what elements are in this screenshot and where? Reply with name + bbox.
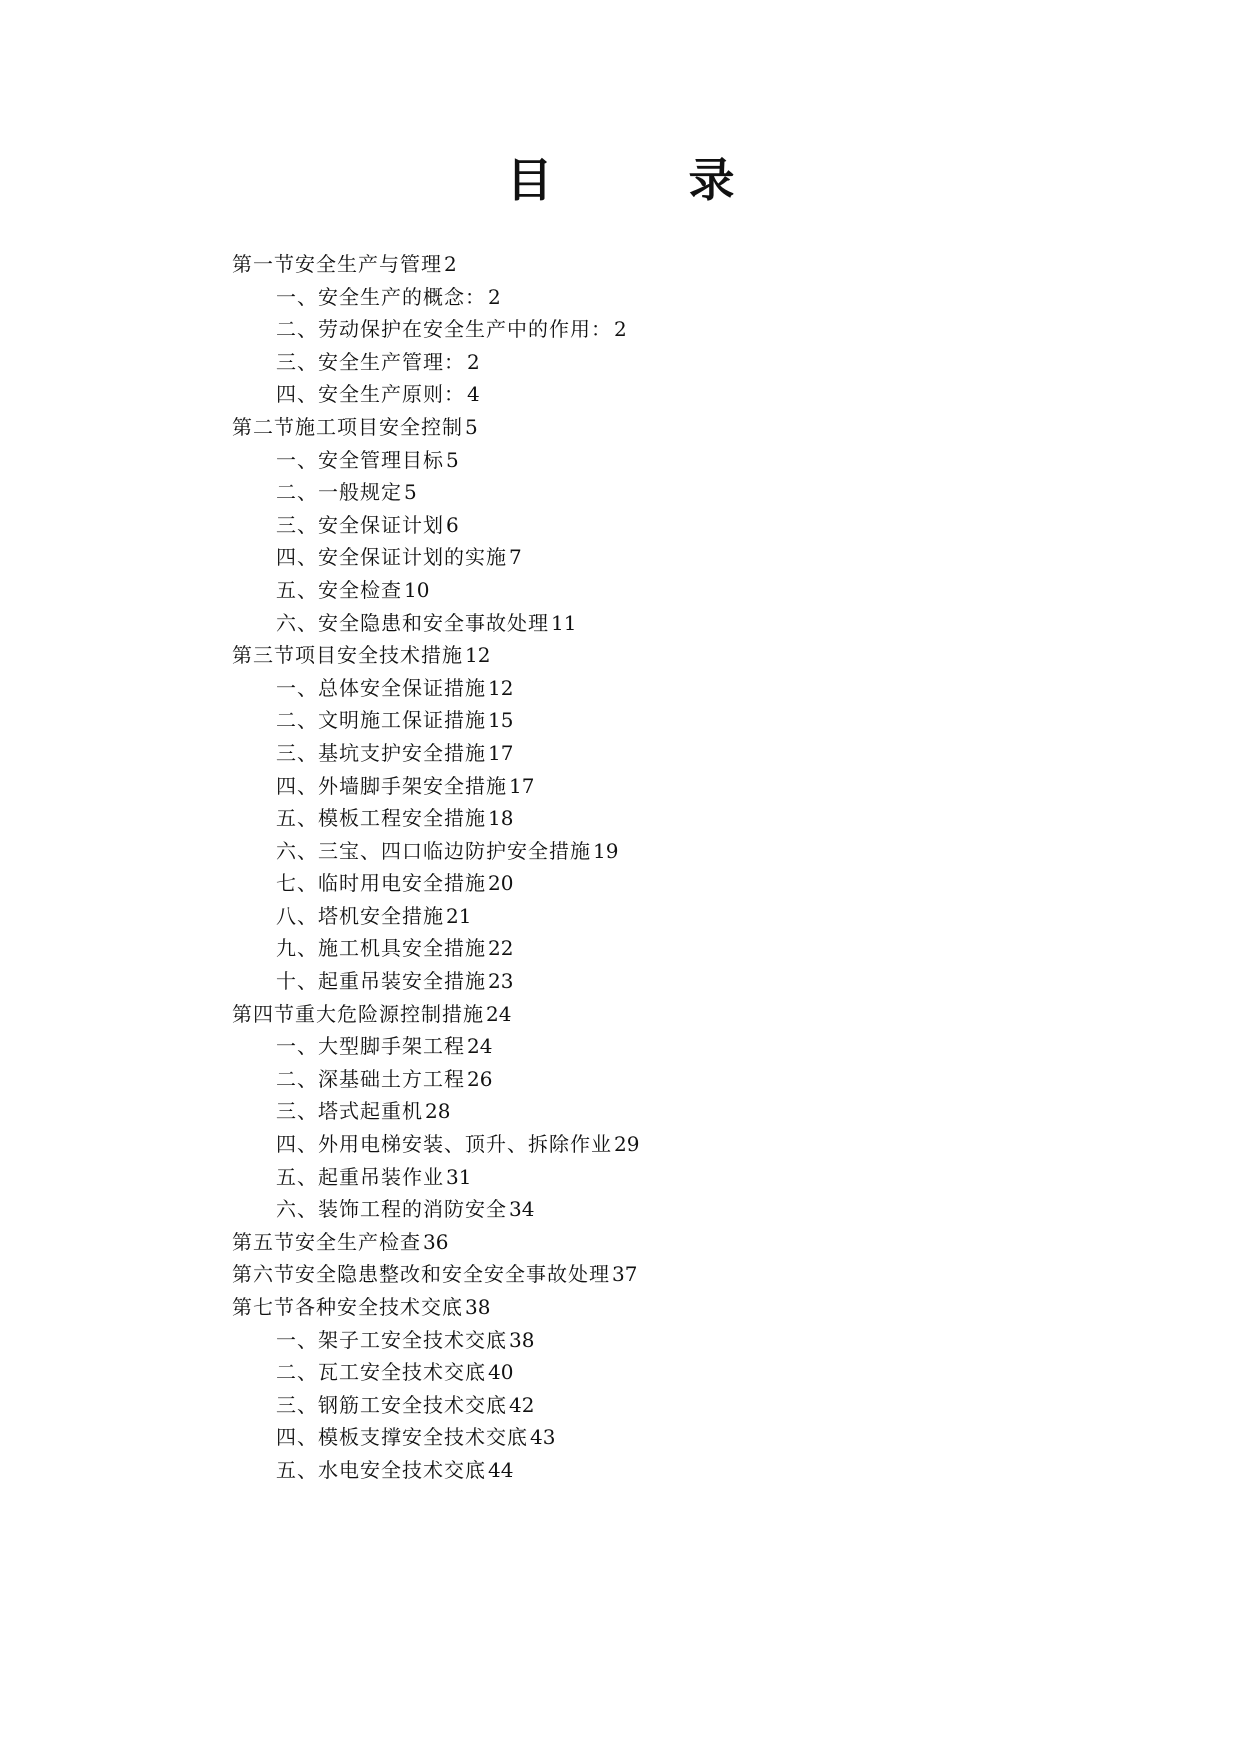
- toc-subsection-entry[interactable]: [232, 1030, 1132, 1063]
- toc-entry-title: 三、基坑支护安全措施: [276, 740, 486, 765]
- toc-entry-page-number: 2: [614, 317, 627, 342]
- toc-entry-page-number: 22: [488, 936, 514, 961]
- toc-entry-title: 三、安全生产管理：: [276, 349, 465, 374]
- toc-entry-title: 四、外墙脚手架安全措施: [276, 773, 507, 798]
- toc-subsection-entry[interactable]: [232, 965, 1132, 998]
- toc-subsection-entry[interactable]: [232, 1389, 1132, 1422]
- toc-entry-page-number: 29: [614, 1132, 640, 1157]
- toc-subsection-entry[interactable]: [232, 802, 1132, 835]
- toc-entry-title: 二、深基础土方工程: [276, 1066, 465, 1091]
- toc-entry-page-number: 21: [446, 903, 472, 928]
- toc-subsection-entry[interactable]: [232, 313, 1132, 346]
- toc-subsection-entry[interactable]: [232, 444, 1132, 477]
- toc-entry-page-number: 31: [446, 1164, 472, 1189]
- toc-entry-page-number: 18: [488, 806, 514, 831]
- toc-subsection-entry[interactable]: [232, 672, 1132, 705]
- toc-subsection-entry[interactable]: [232, 281, 1132, 314]
- toc-entry-title: 六、装饰工程的消防安全: [276, 1197, 507, 1222]
- toc-entry-title: 一、架子工安全技术交底: [276, 1327, 507, 1352]
- toc-entry-page-number: 12: [488, 675, 514, 700]
- toc-subsection-entry[interactable]: [232, 607, 1132, 640]
- toc-entry-page-number: 11: [551, 610, 577, 635]
- toc-subsection-entry[interactable]: [232, 737, 1132, 770]
- page-title: 目 录: [506, 153, 795, 207]
- toc-subsection-entry[interactable]: [232, 704, 1132, 737]
- toc-entry-title: 二、瓦工安全技术交底: [276, 1360, 486, 1385]
- toc-section-entry[interactable]: [232, 411, 1132, 444]
- toc-entry-title: 一、大型脚手架工程: [276, 1034, 465, 1059]
- toc-entry-page-number: 36: [423, 1229, 449, 1254]
- toc-entry-title: 十、起重吊装安全措施: [276, 969, 486, 994]
- toc-section-entry[interactable]: [232, 1291, 1132, 1324]
- toc-entry-title: 六、安全隐患和安全事故处理: [276, 610, 549, 635]
- toc-subsection-entry[interactable]: [232, 1063, 1132, 1096]
- toc-subsection-entry[interactable]: [232, 574, 1132, 607]
- toc-subsection-entry[interactable]: [232, 1161, 1132, 1194]
- toc-entry-page-number: 34: [509, 1197, 535, 1222]
- toc-entry-title: 二、文明施工保证措施: [276, 708, 486, 733]
- toc-entry-title: 四、安全保证计划的实施: [276, 545, 507, 570]
- toc-subsection-entry[interactable]: [232, 867, 1132, 900]
- toc-entry-title: 一、安全生产的概念：: [276, 284, 486, 309]
- toc-entry-page-number: 24: [467, 1034, 493, 1059]
- toc-entry-page-number: 37: [612, 1262, 638, 1287]
- toc-entry-title: 二、劳动保护在安全生产中的作用：: [276, 317, 612, 342]
- toc-entry-title: 第五节安全生产检查: [232, 1229, 421, 1254]
- toc-section-entry[interactable]: [232, 1226, 1132, 1259]
- toc-entry-title: 三、安全保证计划: [276, 512, 444, 537]
- toc-subsection-entry[interactable]: [232, 378, 1132, 411]
- toc-entry-page-number: 26: [467, 1066, 493, 1091]
- toc-entry-page-number: 38: [509, 1327, 535, 1352]
- toc-entry-page-number: 38: [465, 1295, 491, 1319]
- toc-entry-page-number: 4: [467, 382, 480, 407]
- toc-entry-page-number: 17: [488, 740, 514, 765]
- toc-entry-page-number: 6: [446, 512, 459, 537]
- toc-entry-title: 一、总体安全保证措施: [276, 675, 486, 700]
- toc-subsection-entry[interactable]: [232, 1324, 1132, 1357]
- toc-entry-title: 三、塔式起重机: [276, 1099, 423, 1124]
- toc-subsection-entry[interactable]: [232, 932, 1132, 965]
- toc-subsection-entry[interactable]: [232, 1128, 1132, 1161]
- toc-entry-page-number: 28: [425, 1099, 451, 1124]
- toc-subsection-entry[interactable]: [232, 1356, 1132, 1389]
- toc-section-entry[interactable]: [232, 1258, 1132, 1291]
- toc-entry-page-number: 15: [488, 708, 514, 733]
- toc-subsection-entry[interactable]: [232, 346, 1132, 379]
- toc-subsection-entry[interactable]: [232, 541, 1132, 574]
- toc-entry-page-number: 43: [530, 1425, 556, 1450]
- toc-entry-page-number: 5: [446, 447, 459, 472]
- toc-entry-page-number: 40: [488, 1360, 514, 1385]
- toc-entry-page-number: 20: [488, 871, 514, 896]
- toc-entry-title: 八、塔机安全措施: [276, 903, 444, 928]
- toc-entry-title: 四、外用电梯安装、顶升、拆除作业: [276, 1132, 612, 1157]
- toc-entry-title: 七、临时用电安全措施: [276, 871, 486, 896]
- toc-entry-title: 六、三宝、四口临边防护安全措施: [276, 838, 591, 863]
- toc-entry-page-number: 2: [444, 252, 457, 276]
- toc-entry-page-number: 19: [593, 838, 619, 863]
- toc-entry-page-number: 2: [488, 284, 501, 309]
- toc-entry-title: 九、施工机具安全措施: [276, 936, 486, 961]
- toc-entry-page-number: 5: [465, 414, 478, 439]
- toc-entry-title: 四、模板支撑安全技术交底: [276, 1425, 528, 1450]
- toc-entry-page-number: 12: [465, 643, 491, 668]
- toc-entry-title: 五、起重吊装作业: [276, 1164, 444, 1189]
- toc-entry-page-number: 2: [467, 349, 480, 374]
- toc-entry-page-number: 17: [509, 773, 535, 798]
- toc-entry-title: 五、水电安全技术交底: [276, 1457, 486, 1482]
- toc-entry-page-number: 5: [404, 480, 417, 505]
- toc-entry-page-number: 42: [509, 1392, 535, 1417]
- toc-entry-title: 五、安全检查: [276, 577, 402, 602]
- toc-entry-title: 一、安全管理目标: [276, 447, 444, 472]
- toc-subsection-entry[interactable]: [232, 1454, 1132, 1487]
- toc-subsection-entry[interactable]: [232, 1095, 1132, 1128]
- toc-subsection-entry[interactable]: [232, 900, 1132, 933]
- toc-subsection-entry[interactable]: [232, 476, 1132, 509]
- toc-section-entry[interactable]: [232, 248, 1132, 281]
- toc-entry-title: 二、一般规定: [276, 480, 402, 505]
- toc-entry-title: 四、安全生产原则：: [276, 382, 465, 407]
- toc-entry-title: 第二节施工项目安全控制: [232, 414, 463, 439]
- toc-subsection-entry[interactable]: [232, 835, 1132, 868]
- toc-entry-page-number: 24: [486, 1001, 512, 1026]
- toc-entry-title: 三、钢筋工安全技术交底: [276, 1392, 507, 1417]
- toc-entry-page-number: 7: [509, 545, 522, 570]
- toc-subsection-entry[interactable]: [232, 509, 1132, 542]
- toc-entry-title: 五、模板工程安全措施: [276, 806, 486, 831]
- toc-subsection-entry[interactable]: [232, 1193, 1132, 1226]
- toc-entry-page-number: 44: [488, 1457, 514, 1482]
- toc-entry-page-number: 23: [488, 969, 514, 994]
- toc-entry-title: 第一节安全生产与管理: [232, 252, 442, 276]
- toc-subsection-entry[interactable]: [232, 1421, 1132, 1454]
- toc-subsection-entry[interactable]: [232, 770, 1132, 803]
- toc-entry-title: 第七节各种安全技术交底: [232, 1295, 463, 1319]
- table-of-contents: [232, 248, 1132, 1487]
- toc-entry-title: 第三节项目安全技术措施: [232, 643, 463, 668]
- toc-entry-title: 第四节重大危险源控制措施: [232, 1001, 484, 1026]
- toc-entry-title: 第六节安全隐患整改和安全安全事故处理: [232, 1262, 610, 1287]
- toc-entry-page-number: 10: [404, 577, 430, 602]
- toc-section-entry[interactable]: [232, 639, 1132, 672]
- toc-section-entry[interactable]: [232, 998, 1132, 1031]
